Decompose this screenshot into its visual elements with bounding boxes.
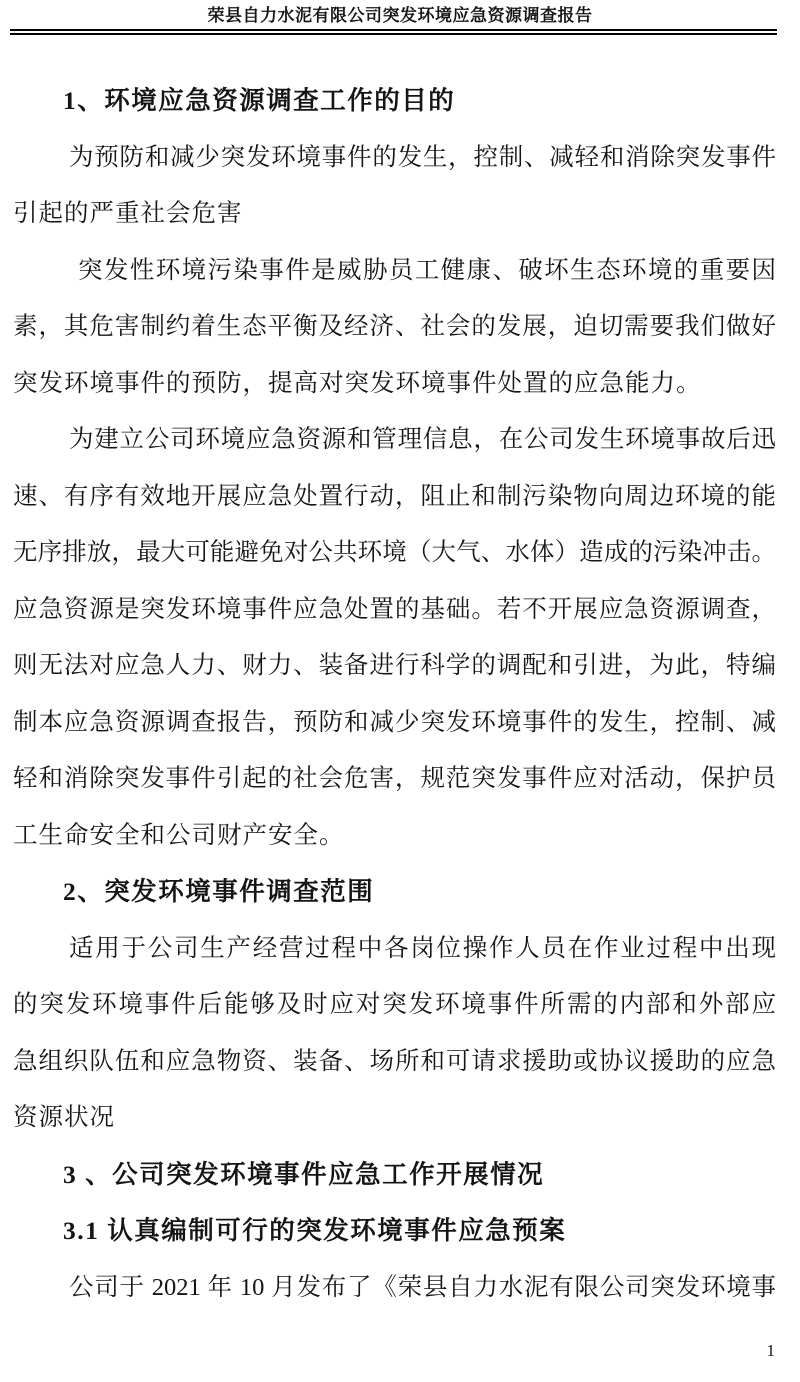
text-line: 急组织队伍和应急物资、装备、场所和可请求援助或协议援助的应急 bbox=[13, 1047, 776, 1075]
paragraph bbox=[13, 1260, 776, 1317]
section-heading: 2、突发环境事件调查范围 bbox=[63, 877, 375, 906]
page-number: 1 bbox=[766, 1341, 775, 1360]
text-line: 引起的严重社会危害 bbox=[13, 200, 243, 227]
text-line: 为建立公司环境应急资源和管理信息，在公司发生环境事故后迅 bbox=[69, 426, 776, 453]
text-line: 应急资源是突发环境事件应急处置的基础。若不开展应急资源调查， bbox=[13, 595, 776, 623]
text-line: 突发性环境污染事件是威胁员工健康、破坏生态环境的重要因 bbox=[78, 256, 776, 284]
text-line: 工生命安全和公司财产安全。 bbox=[13, 821, 345, 849]
text-line: 制本应急资源调查报告，预防和减少突发环境事件的发生，控制、减 bbox=[13, 708, 776, 736]
text-line: 轻和消除突发事件引起的社会危害，规范突发事件应对活动，保护员 bbox=[13, 765, 776, 792]
text-line: 则无法对应急人力、财力、装备进行科学的调配和引进，为此，特编 bbox=[13, 652, 776, 679]
header-title: 荣县自力水泥有限公司突发环境应急资源调查报告 bbox=[207, 6, 593, 25]
text-line: 无序排放，最大可能避免对公共环境（大气、水体）造成的污染冲击。 bbox=[13, 539, 776, 566]
text-line: 公司于 2021 年 10 月发布了《荣县自力水泥有限公司突发环境事 bbox=[69, 1273, 776, 1301]
text-line: 适用于公司生产经营过程中各岗位操作人员在作业过程中出现 bbox=[69, 934, 776, 962]
paragraph bbox=[13, 412, 776, 864]
text-line: 突发环境事件的预防，提高对突发环境事件处置的应急能力。 bbox=[13, 369, 702, 397]
text-line: 资源状况 bbox=[13, 1104, 115, 1131]
page-header bbox=[0, 0, 800, 26]
section-heading: 3.1 认真编制可行的突发环境事件应急预案 bbox=[63, 1216, 567, 1245]
text-line: 素，其危害制约着生态平衡及经济、社会的发展，迫切需要我们做好 bbox=[13, 313, 776, 340]
text-line: 的突发环境事件后能够及时应对突发环境事件所需的内部和外部应 bbox=[13, 991, 776, 1018]
paragraph bbox=[13, 130, 776, 243]
section-heading: 3 、公司突发环境事件应急工作开展情况 bbox=[63, 1159, 545, 1189]
section-heading: 1、环境应急资源调查工作的目的 bbox=[63, 86, 456, 115]
document-body bbox=[0, 35, 800, 1316]
paragraph bbox=[13, 921, 776, 1147]
paragraph bbox=[13, 243, 776, 413]
text-line: 速、有序有效地开展应急处置行动，阻止和制污染物向周边环境的能 bbox=[13, 482, 776, 510]
text-line: 为预防和减少突发环境事件的发生，控制、减轻和消除突发事件 bbox=[69, 143, 776, 171]
